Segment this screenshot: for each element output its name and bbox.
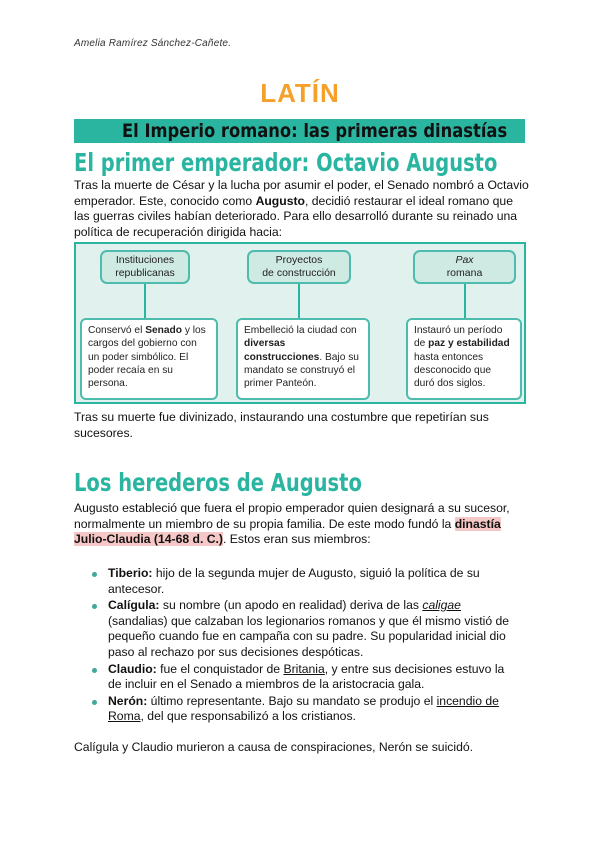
member-text: hijo de la segunda mujer de Augusto, siguió la política de su antecesor. — [108, 566, 480, 596]
member-name: Claudio: — [108, 661, 157, 676]
member-text: , del que responsabilizó a los cristianos. — [140, 709, 356, 724]
list-item-tiberio — [92, 566, 512, 597]
diagram-bold: diversas construcciones — [244, 338, 320, 363]
dynasty-text-continued: . Estos eran sus miembros: — [222, 532, 371, 547]
member-text: (sandalias) que calzaban los legionarios romanos y que él mismo vistió de pequeño cuando fue en campaña con su padre. Su popularidad inicial dio paso al rechazo por sus decisiones despóticas. — [108, 613, 510, 659]
dynasty-highlight: dinastía Julio-Claudia (14-68 d. C.) — [74, 516, 501, 547]
caligae-term: caligae — [422, 598, 461, 613]
member-text: fue el conquistador de — [156, 661, 284, 676]
diagram-top-label: Pax — [455, 254, 474, 266]
diagram-top-label: republicanas — [115, 267, 175, 279]
diagram-text: Instauró un período de — [414, 325, 503, 350]
diagram-box-instituciones — [80, 318, 218, 400]
intro-text-continued: , decidió restaurar el ideal romano que las guerras civiles habían deteriorado. Para ello desarrolló durante su reinado una política de recuperación dirigida hacia: — [74, 193, 518, 239]
diagram-connector — [464, 284, 466, 318]
incendio-de-roma-link[interactable]: incendio de Roma — [108, 693, 499, 724]
list-item-claudio — [92, 662, 512, 693]
banner-title: El Imperio romano: las primeras dinastías — [122, 120, 508, 142]
member-name: Calígula: — [108, 598, 160, 613]
diagram-text: hasta entonces desconocido que duró dos siglos. — [414, 351, 492, 390]
britania-link[interactable]: Britania — [283, 661, 325, 676]
bullet-icon — [92, 668, 97, 673]
section-heading-herederos: Los herederos de Augusto — [74, 468, 362, 497]
diagram-text: . Bajo su mandato se construyó el primer Panteón. — [244, 351, 359, 390]
intro-text: Tras la muerte de César y la lucha por asumir el poder, el Senado nombró a Octavio emperador. Este, conocido como — [74, 178, 529, 208]
diagram-top-label: Proyectos — [275, 254, 323, 266]
title-banner — [74, 119, 525, 143]
policy-diagram — [74, 242, 526, 404]
diagram-top-label: romana — [446, 267, 483, 279]
section-heading-augusto: El primer emperador: Octavio Augusto — [74, 148, 498, 177]
diagram-connector — [144, 284, 146, 318]
diagram-bold: Senado — [145, 325, 182, 336]
bullet-icon — [92, 700, 97, 705]
member-text: , y entre sus decisiones estuvo la de incluir en el Senado a miembros de la aristocracia gala. — [108, 661, 505, 692]
member-name: Nerón: — [108, 693, 148, 708]
outro-paragraph: Tras su muerte fue divinizado, instaurando una costumbre que repetirían sus sucesores. — [74, 410, 489, 440]
list-item-caligula — [92, 598, 512, 660]
augusto-bold: Augusto — [255, 193, 305, 208]
diagram-box-pax — [406, 318, 522, 400]
closing-paragraph: Calígula y Claudio murieron a causa de conspiraciones, Nerón se suicidó. — [74, 740, 474, 754]
member-name: Tiberio: — [108, 566, 153, 580]
diagram-connector — [298, 284, 300, 318]
diagram-text: y los cargos del gobierno con un poder simbólico. El poder recaía en su persona. — [88, 325, 206, 390]
diagram-box-construcciones — [236, 318, 370, 400]
diagram-text: Embelleció la ciudad con — [244, 325, 357, 336]
author-name: Amelia Ramírez Sánchez-Cañete. — [74, 38, 232, 49]
member-text: último representante. Bajo su mandato se produjo el — [147, 693, 437, 708]
diagram-bold: paz y estabilidad — [428, 338, 510, 350]
diagram-top-instituciones — [100, 250, 190, 284]
diagram-top-label: Instituciones — [115, 254, 175, 266]
members-list — [92, 566, 512, 726]
dynasty-paragraph — [74, 501, 529, 548]
bullet-icon — [92, 604, 97, 609]
list-item-neron — [92, 694, 512, 725]
diagram-top-pax-romana — [413, 250, 516, 284]
dynasty-text: Augusto estableció que fuera el propio emperador quien designará a su sucesor, normalmente un miembro de su propia familia. De este modo fundó la — [74, 501, 510, 531]
diagram-top-label: de construcción — [262, 267, 336, 279]
member-text: su nombre (un apodo en realidad) deriva de las — [159, 598, 423, 613]
bullet-icon — [92, 572, 97, 577]
diagram-top-proyectos — [247, 250, 351, 284]
subject-title: LATÍN — [260, 78, 340, 108]
intro-paragraph — [74, 178, 529, 240]
diagram-text: Conservó el — [88, 325, 146, 336]
